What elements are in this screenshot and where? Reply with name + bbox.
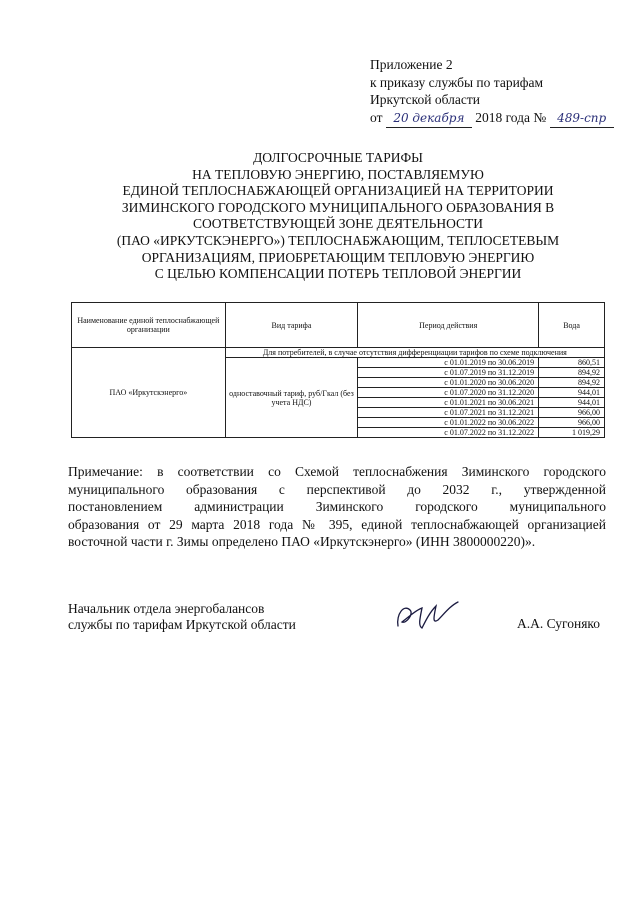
title-line: ДОЛГОСРОЧНЫЕ ТАРИФЫ [253, 150, 423, 165]
header-period: Период действия [358, 303, 539, 348]
position-line-1: Начальник отдела энергобалансов [68, 601, 265, 616]
title-line: ЕДИНОЙ ТЕПЛОСНАБЖАЮЩЕЙ ОРГАНИЗАЦИЕЙ НА ТЕРРИТОРИИ [122, 183, 554, 199]
table-header-row [72, 303, 605, 348]
appendix-line-3: Иркутской области [370, 92, 481, 107]
signatory-name: А.А. Сугоняко [517, 616, 601, 631]
period-cell: с 01.07.2022 по 31.12.2022 [358, 428, 539, 438]
value-cell: 966,00 [539, 408, 605, 418]
period-cell: с 01.01.2019 по 30.06.2019 [358, 358, 539, 368]
header-org: Наименование единой теплоснабжающей организации [72, 303, 226, 348]
appendix-date-line [370, 109, 635, 129]
value-cell: 944,01 [539, 398, 605, 408]
document-title [68, 150, 608, 283]
from-label: от [370, 109, 383, 125]
handwritten-signature-icon [392, 596, 462, 636]
note-line: образования от 29 марта 2018 года № 395, единой теплоснабжающей организацией [68, 516, 606, 532]
period-cell: с 01.01.2022 по 30.06.2022 [358, 418, 539, 428]
handwritten-number: 489-спр [550, 110, 614, 129]
value-cell: 860,51 [539, 358, 605, 368]
title-line: СООТВЕТСТВУЮЩЕЙ ЗОНЕ ДЕЯТЕЛЬНОСТИ [192, 216, 484, 232]
value-cell: 966,00 [539, 418, 605, 428]
header-type: Вид тарифа [225, 303, 358, 348]
year-text: 2018 года № [475, 109, 547, 125]
appendix-line-2: к приказу службы по тарифам [370, 74, 544, 90]
period-cell: с 01.07.2020 по 31.12.2020 [358, 388, 539, 398]
tariff-table [71, 302, 605, 438]
value-cell: 944,01 [539, 388, 605, 398]
org-name-cell: ПАО «Иркутскэнерго» [72, 348, 226, 438]
subheader-cell: Для потребителей, в случае отсутствия дифференциации тарифов по схеме подключения [225, 348, 604, 358]
value-cell: 1 019,29 [539, 428, 605, 438]
title-line: ЗИМИНСКОГО ГОРОДСКОГО МУНИЦИПАЛЬНОГО ОБРАЗОВАНИЯ В [121, 199, 555, 215]
note-line: Примечание: в соответствии со Схемой теплоснабжения Зиминского городского [68, 464, 606, 479]
appendix-line-1: Приложение 2 [370, 57, 453, 72]
value-cell: 894,92 [539, 368, 605, 378]
table-subheader-row [72, 348, 605, 358]
position-line-2: службы по тарифам Иркутской области [68, 617, 296, 632]
period-cell: с 01.01.2020 по 30.06.2020 [358, 378, 539, 388]
title-line: НА ТЕПЛОВУЮ ЭНЕРГИЮ, ПОСТАВЛЯЕМУЮ [192, 166, 484, 182]
signatory-position [68, 601, 296, 633]
period-cell: с 01.07.2021 по 31.12.2021 [358, 408, 539, 418]
title-line: С ЦЕЛЬЮ КОМПЕНСАЦИИ ПОТЕРЬ ТЕПЛОВОЙ ЭНЕРГИИ [154, 266, 522, 282]
value-cell: 894,92 [539, 378, 605, 388]
note-line: постановлением администрации Зиминского городского муниципального [68, 499, 606, 515]
note-line: муниципального образования с перспективой до 2032 г., утвержденной [68, 481, 606, 497]
header-water: Вода [539, 303, 605, 348]
title-line: ОРГАНИЗАЦИЯМ, ПРИОБРЕТАЮЩИМ ТЕПЛОВУЮ ЭНЕРГИЮ [141, 249, 535, 265]
appendix-header [370, 56, 635, 128]
note-paragraph [68, 463, 606, 551]
tariff-type-cell: одноставочный тариф, руб/Гкал (без учета НДС) [225, 358, 358, 438]
period-cell: с 01.01.2021 по 30.06.2021 [358, 398, 539, 408]
period-cell: с 01.07.2019 по 31.12.2019 [358, 368, 539, 378]
note-line: восточной части г. Зимы определено ПАО «Иркутскэнерго» (ИНН 3800000220)». [68, 534, 536, 550]
title-line: (ПАО «ИРКУТСКЭНЕРГО») ТЕПЛОСНАБЖАЮЩИМ, ТЕПЛОСЕТЕВЫМ [116, 232, 560, 248]
handwritten-date: 20 декабря [386, 110, 472, 129]
